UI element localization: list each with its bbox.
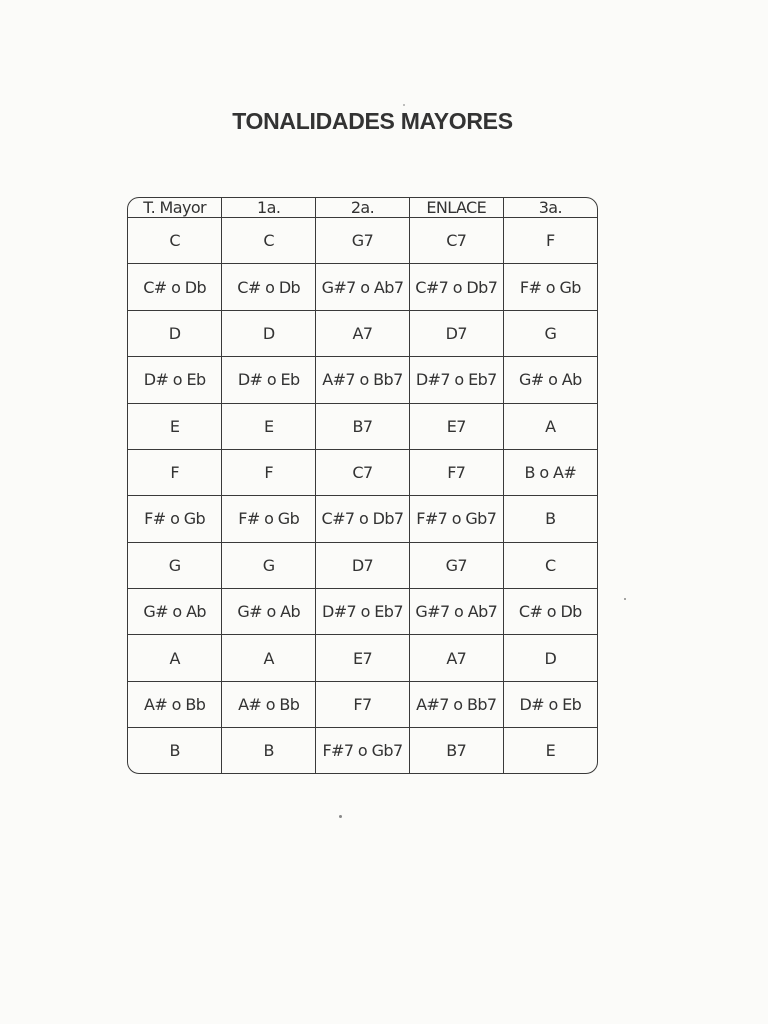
cell-2a: D#7 o Eb7 bbox=[316, 589, 410, 635]
table-row bbox=[128, 728, 597, 773]
cell-1a: C bbox=[222, 218, 316, 264]
cell-t-mayor: C# o Db bbox=[128, 264, 222, 310]
cell-enlace: D#7 o Eb7 bbox=[409, 357, 503, 403]
cell-2a: C7 bbox=[316, 449, 410, 495]
cell-1a: F# o Gb bbox=[222, 496, 316, 542]
table-row bbox=[128, 589, 597, 635]
header-1a: 1a. bbox=[222, 198, 316, 218]
cell-enlace: E7 bbox=[409, 403, 503, 449]
cell-enlace: B7 bbox=[409, 728, 503, 773]
cell-enlace: C7 bbox=[409, 218, 503, 264]
cell-3a: A bbox=[503, 403, 597, 449]
cell-2a: A7 bbox=[316, 310, 410, 356]
table-row bbox=[128, 496, 597, 542]
cell-2a: A#7 o Bb7 bbox=[316, 357, 410, 403]
cell-t-mayor: E bbox=[128, 403, 222, 449]
cell-t-mayor: F bbox=[128, 449, 222, 495]
cell-3a: B o A# bbox=[503, 449, 597, 495]
cell-2a: F#7 o Gb7 bbox=[316, 728, 410, 773]
cell-t-mayor: G bbox=[128, 542, 222, 588]
table-row bbox=[128, 542, 597, 588]
scan-speck bbox=[403, 104, 405, 106]
cell-3a: G# o Ab bbox=[503, 357, 597, 403]
cell-enlace: F7 bbox=[409, 449, 503, 495]
table-header-row bbox=[128, 198, 597, 218]
cell-1a: C# o Db bbox=[222, 264, 316, 310]
table-row bbox=[128, 635, 597, 681]
cell-t-mayor: A bbox=[128, 635, 222, 681]
cell-2a: G#7 o Ab7 bbox=[316, 264, 410, 310]
cell-1a: A# o Bb bbox=[222, 681, 316, 727]
table-row bbox=[128, 403, 597, 449]
cell-1a: F bbox=[222, 449, 316, 495]
cell-3a: D# o Eb bbox=[503, 681, 597, 727]
cell-t-mayor: B bbox=[128, 728, 222, 773]
cell-enlace: A#7 o Bb7 bbox=[409, 681, 503, 727]
header-3a: 3a. bbox=[503, 198, 597, 218]
table-body bbox=[128, 218, 597, 774]
scan-speck bbox=[339, 815, 342, 818]
header-2a: 2a. bbox=[316, 198, 410, 218]
cell-2a: F7 bbox=[316, 681, 410, 727]
cell-1a: A bbox=[222, 635, 316, 681]
cell-t-mayor: F# o Gb bbox=[128, 496, 222, 542]
cell-2a: B7 bbox=[316, 403, 410, 449]
keys-table bbox=[128, 198, 597, 773]
major-keys-table bbox=[127, 197, 598, 774]
table-row bbox=[128, 681, 597, 727]
cell-3a: C# o Db bbox=[503, 589, 597, 635]
cell-2a: C#7 o Db7 bbox=[316, 496, 410, 542]
table-row bbox=[128, 310, 597, 356]
cell-enlace: D7 bbox=[409, 310, 503, 356]
cell-enlace: A7 bbox=[409, 635, 503, 681]
scan-speck bbox=[624, 598, 626, 600]
cell-enlace: C#7 o Db7 bbox=[409, 264, 503, 310]
cell-1a: G# o Ab bbox=[222, 589, 316, 635]
cell-enlace: G#7 o Ab7 bbox=[409, 589, 503, 635]
page-title: TONALIDADES MAYORES bbox=[232, 108, 513, 134]
cell-2a: D7 bbox=[316, 542, 410, 588]
cell-3a: D bbox=[503, 635, 597, 681]
cell-1a: G bbox=[222, 542, 316, 588]
cell-3a: C bbox=[503, 542, 597, 588]
cell-1a: D# o Eb bbox=[222, 357, 316, 403]
cell-2a: G7 bbox=[316, 218, 410, 264]
cell-1a: E bbox=[222, 403, 316, 449]
cell-3a: E bbox=[503, 728, 597, 773]
cell-t-mayor: A# o Bb bbox=[128, 681, 222, 727]
cell-t-mayor: D# o Eb bbox=[128, 357, 222, 403]
cell-t-mayor: G# o Ab bbox=[128, 589, 222, 635]
cell-t-mayor: C bbox=[128, 218, 222, 264]
table-row bbox=[128, 357, 597, 403]
cell-1a: D bbox=[222, 310, 316, 356]
cell-t-mayor: D bbox=[128, 310, 222, 356]
cell-3a: F bbox=[503, 218, 597, 264]
cell-1a: B bbox=[222, 728, 316, 773]
cell-enlace: F#7 o Gb7 bbox=[409, 496, 503, 542]
cell-enlace: G7 bbox=[409, 542, 503, 588]
cell-3a: F# o Gb bbox=[503, 264, 597, 310]
header-t-mayor: T. Mayor bbox=[128, 198, 222, 218]
table-row bbox=[128, 218, 597, 264]
header-enlace: ENLACE bbox=[409, 198, 503, 218]
table-row bbox=[128, 264, 597, 310]
table-row bbox=[128, 449, 597, 495]
cell-2a: E7 bbox=[316, 635, 410, 681]
cell-3a: G bbox=[503, 310, 597, 356]
cell-3a: B bbox=[503, 496, 597, 542]
